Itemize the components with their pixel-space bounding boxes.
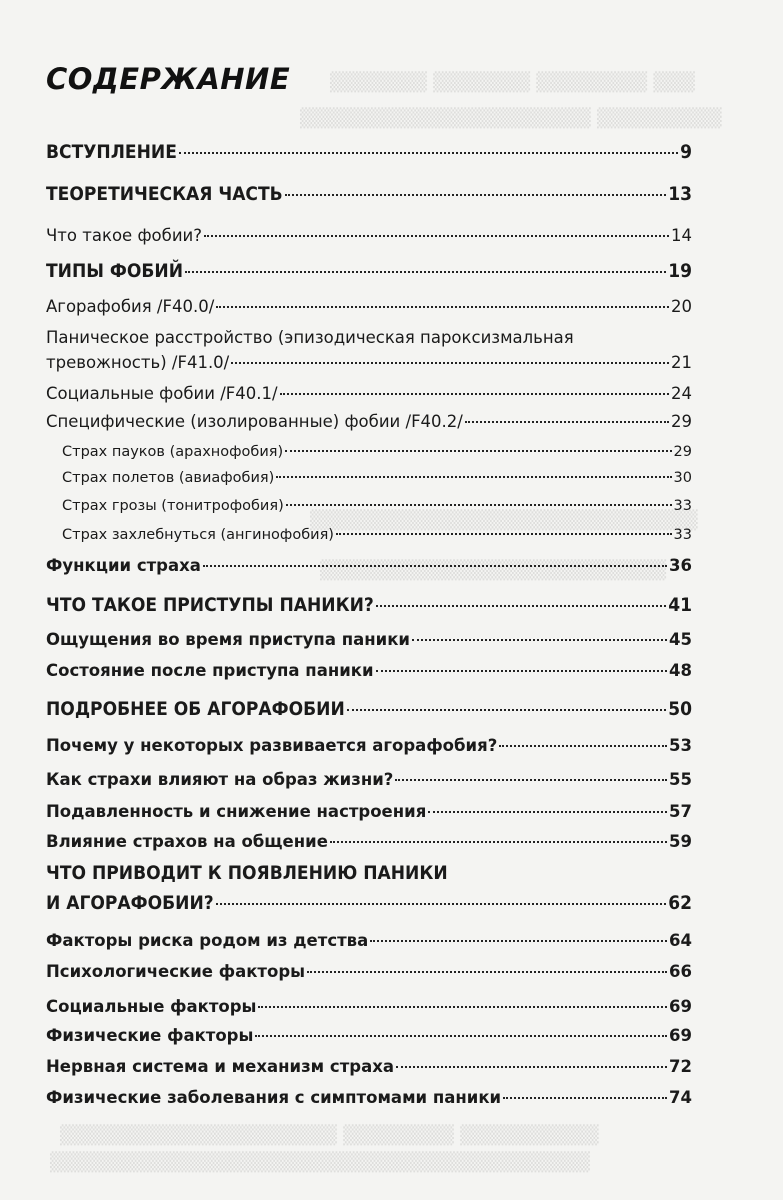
show-through-decoration: ▒▒▒▒▒▒▒▒▒▒▒▒▒▒▒▒▒▒▒▒▒▒▒▒▒▒▒▒	[310, 510, 698, 531]
toc-entry-page: 41	[668, 594, 692, 616]
toc-entry	[46, 630, 692, 649]
dot-leader	[258, 1006, 667, 1008]
dot-leader	[179, 152, 678, 154]
toc-entry-title: Страх пауков (арахнофобия)	[62, 444, 284, 460]
toc-entry-title: ТИПЫ ФОБИЙ	[46, 260, 184, 282]
toc-entry	[46, 931, 692, 950]
toc-entry-title: Физические заболевания с симптомами паники	[46, 1088, 502, 1107]
toc-entry-title: Специфические (изолированные) фобии /F40.2/	[46, 412, 463, 431]
dot-leader	[231, 362, 669, 364]
toc-entry	[46, 1088, 692, 1107]
toc-entry-title: Психологические факторы	[46, 962, 306, 981]
dot-leader	[285, 450, 671, 452]
show-through-decoration: ▒▒▒▒▒▒▒▒▒ ▒▒▒▒▒▒▒▒▒▒▒▒▒▒▒▒▒▒▒▒▒	[300, 108, 722, 129]
toc-entry-page: 69	[669, 997, 692, 1016]
toc-entry-line1: ЧТО ПРИВОДИТ К ПОЯВЛЕНИЮ ПАНИКИ	[46, 862, 448, 884]
dot-leader	[255, 1035, 667, 1037]
toc-entry-title: Как страхи влияют на образ жизни?	[46, 770, 394, 789]
show-through-decoration: ▒▒▒▒▒▒▒▒▒▒ ▒▒▒▒▒▒▒▒ ▒▒▒▒▒▒▒▒▒▒▒▒▒▒▒▒▒▒▒▒	[60, 1125, 599, 1146]
toc-entry-page: 19	[668, 260, 692, 282]
dot-leader	[499, 745, 667, 747]
toc-entry-page: 57	[669, 802, 692, 821]
toc-entry-page: 9	[680, 141, 692, 163]
dot-leader	[185, 271, 666, 273]
show-through-decoration: ▒▒▒ ▒▒▒▒▒▒▒▒ ▒▒▒▒▒▒▒ ▒▒▒▒▒▒▒	[330, 72, 695, 93]
dot-leader	[280, 393, 669, 395]
toc-entry-page: 13	[668, 183, 692, 205]
toc-entry	[46, 412, 692, 431]
toc-entry-title: Агорафобия /F40.0/	[46, 297, 215, 316]
toc-entry-page: 36	[669, 556, 692, 575]
toc-entry-title: Функции страха	[46, 556, 201, 575]
toc-entry-page: 29	[673, 444, 692, 460]
toc-entry-title: И АГОРАФОБИИ?	[46, 892, 214, 914]
toc-entry-title: Физические факторы	[46, 1026, 254, 1045]
toc-entry-page: 21	[671, 353, 692, 372]
toc-entry-title: Социальные факторы	[46, 997, 257, 1016]
toc-entry-page: 50	[668, 698, 692, 720]
show-through-decoration: ▒▒▒▒▒▒▒▒▒▒▒▒▒▒▒▒▒▒▒▒▒▒▒▒▒▒▒▒▒▒▒▒▒▒▒▒▒▒▒	[50, 1152, 590, 1173]
show-through-decoration: ▒▒▒▒▒▒▒▒▒▒▒▒▒▒▒▒▒▒▒▒▒▒▒▒▒	[320, 560, 667, 581]
toc-entry	[62, 498, 692, 514]
toc-entry-page: 45	[669, 630, 692, 649]
toc-entry	[46, 832, 692, 851]
toc-entry-title: Почему у некоторых развивается агорафобия?	[46, 736, 498, 755]
toc-entry	[46, 141, 692, 163]
dot-leader	[376, 670, 667, 672]
toc-entry-title: ЧТО ТАКОЕ ПРИСТУПЫ ПАНИКИ?	[46, 594, 374, 616]
toc-entry-title: Страх полетов (авиафобия)	[62, 470, 275, 486]
toc-entry	[46, 384, 692, 403]
toc-entry-title: Ощущения во время приступа паники	[46, 630, 410, 649]
toc-entry	[46, 661, 692, 680]
toc-entry	[62, 444, 692, 460]
dot-leader	[376, 605, 666, 607]
toc-entry	[46, 1026, 692, 1045]
toc-entry-page: 64	[669, 931, 692, 950]
toc-entry-title: Влияние страхов на общение	[46, 832, 328, 851]
toc-entry	[62, 470, 692, 486]
toc-entry-page: 69	[669, 1026, 692, 1045]
toc-entry-page: 55	[669, 770, 692, 789]
toc-entry	[46, 698, 692, 720]
toc-entry-page: 33	[673, 527, 692, 543]
toc-entry	[46, 802, 692, 821]
toc-entry	[46, 892, 692, 914]
dot-leader	[336, 533, 672, 535]
toc-entry-title: Состояние после приступа паники	[46, 661, 374, 680]
dot-leader	[347, 709, 666, 711]
toc-entry-title: ПОДРОБНЕЕ ОБ АГОРАФОБИИ	[46, 698, 345, 720]
toc-entry-title: Страх захлебнуться (ангинофобия)	[62, 527, 334, 543]
toc-entry-page: 62	[668, 892, 692, 914]
toc-entry-page: 59	[669, 832, 692, 851]
toc-entry-page: 74	[669, 1088, 692, 1107]
dot-leader	[285, 194, 667, 196]
dot-leader	[396, 1066, 667, 1068]
dot-leader	[465, 421, 669, 423]
toc-entry	[46, 297, 692, 316]
toc-entry-title: Страх грозы (тонитрофобия)	[62, 498, 284, 514]
toc-entry-title: Что такое фобии?	[46, 226, 203, 245]
dot-leader	[370, 940, 667, 942]
dot-leader	[330, 841, 667, 843]
dot-leader	[412, 639, 667, 641]
toc-entry	[46, 736, 692, 755]
dot-leader	[216, 306, 669, 308]
toc-entry	[46, 353, 692, 372]
toc-entry-page: 53	[669, 736, 692, 755]
dot-leader	[395, 779, 667, 781]
dot-leader	[204, 235, 669, 237]
toc-entry-title: Подавленность и снижение настроения	[46, 802, 427, 821]
toc-entry-title: Факторы риска родом из детства	[46, 931, 369, 950]
dot-leader	[216, 903, 667, 905]
toc-entry-page: 72	[669, 1057, 692, 1076]
toc-entry	[46, 1057, 692, 1076]
toc-entry-title: тревожность) /F41.0/	[46, 353, 230, 372]
toc-entry	[46, 997, 692, 1016]
toc-entry-page: 20	[671, 297, 692, 316]
toc-entry	[46, 260, 692, 282]
toc-entry	[62, 527, 692, 543]
toc-entry-title: ТЕОРЕТИЧЕСКАЯ ЧАСТЬ	[46, 183, 283, 205]
dot-leader	[286, 504, 672, 506]
toc-entry	[46, 594, 692, 616]
toc-entry	[46, 183, 692, 205]
dot-leader	[503, 1097, 667, 1099]
toc-entry-page: 14	[671, 226, 692, 245]
toc-entry	[46, 556, 692, 575]
toc-entry-page: 66	[669, 962, 692, 981]
toc-entry	[46, 962, 692, 981]
toc-entry	[46, 226, 692, 245]
toc-entry-line1: Паническое расстройство (эпизодическая пароксизмальная	[46, 328, 574, 347]
toc-entry-title: Социальные фобии /F40.1/	[46, 384, 278, 403]
toc-entry-page: 29	[671, 412, 692, 431]
dot-leader	[428, 811, 667, 813]
toc-entry-page: 24	[671, 384, 692, 403]
toc-entry-page: 48	[669, 661, 692, 680]
toc-entry	[46, 770, 692, 789]
page-title: СОДЕРЖАНИЕ	[46, 62, 291, 96]
toc-entry-title: Нервная система и механизм страха	[46, 1057, 394, 1076]
dot-leader	[307, 971, 667, 973]
dot-leader	[203, 565, 667, 567]
dot-leader	[276, 476, 671, 478]
toc-entry-page: 33	[673, 498, 692, 514]
toc-entry-page: 30	[673, 470, 692, 486]
toc-entry-title: ВСТУПЛЕНИЕ	[46, 141, 177, 163]
